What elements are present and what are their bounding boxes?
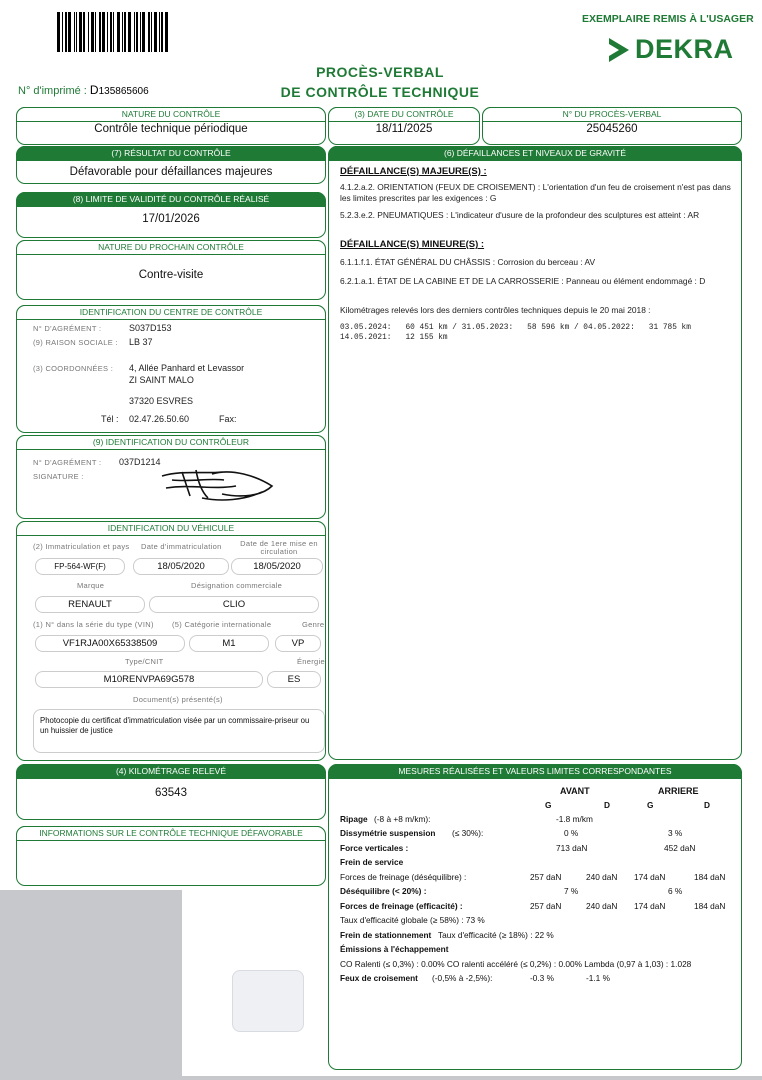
dekra-logo <box>607 34 734 65</box>
desequilibre-avant: 7 % <box>564 886 579 896</box>
copy-label: EXEMPLAIRE REMIS À L'USAGER <box>582 13 754 25</box>
avant-d-label: D <box>604 800 610 810</box>
forces-efficacite-label: Forces de freinage (efficacité) : <box>340 901 463 911</box>
center-coord-label: (3) COORDONNÉES : <box>33 364 114 373</box>
vehicle-designation-value: CLIO <box>149 596 319 613</box>
center-agrement-label: N° D'AGRÉMENT : <box>33 324 102 333</box>
control-nature-box <box>16 107 326 145</box>
mileage-header: (4) KILOMÉTRAGE RELEVÉ <box>16 764 326 779</box>
pv-number-box <box>482 107 742 145</box>
print-number-label: N° d'imprimé : <box>18 85 87 97</box>
ripage-limit: (-8 à +8 m/km): <box>374 814 431 824</box>
emissions-value: CO Ralenti (≤ 0,3%) : 0.00% CO ralenti accéléré (≤ 0,2%) : 0.00% Lambda (0,97 à 1,03) : 1.028 <box>340 959 692 969</box>
control-date-box <box>328 107 480 145</box>
minor-defect-item: 6.1.1.f.1. ÉTAT GÉNÉRAL DU CHÂSSIS : Corrosion du berceau : AV <box>340 257 596 267</box>
mileage-history-line: 14.05.2021: 12 155 km <box>340 334 448 342</box>
center-address-line1: 4, Allée Panhard et Levassor <box>129 363 245 373</box>
stamp-mark <box>232 970 304 1032</box>
dekra-logo-icon <box>607 36 631 64</box>
vehicle-documents-value: Photocopie du certificat d'immatriculation visée par un commissaire-priseur ou un huissier de justice <box>40 716 310 735</box>
print-number-value: 135865606 <box>98 86 149 97</box>
vehicle-documents-field <box>33 709 325 753</box>
desequilibre-arriere: 6 % <box>668 886 683 896</box>
measures-axle-header <box>340 786 740 798</box>
fd-avant-d: 240 daN <box>586 872 618 882</box>
ripage-value: -1.8 m/km <box>556 814 593 824</box>
validity-box <box>16 192 326 238</box>
force-verticale-avant: 713 daN <box>556 843 588 853</box>
vehicle-date-immat-label: Date d'immatriculation <box>141 542 222 551</box>
mileage-history-line: 03.05.2024: 60 451 km / 31.05.2023: 58 596 km / 04.05.2022: 31 785 km <box>340 324 691 332</box>
controller-signature-label: SIGNATURE : <box>33 472 84 481</box>
arriere-label: ARRIERE <box>658 786 699 796</box>
minor-defect-item: 6.2.1.a.1. ÉTAT DE LA CABINE ET DE LA CARROSSERIE : Panneau ou élément endommagé : D <box>340 276 706 286</box>
center-raison-label: (9) RAISON SOCIALE : <box>33 338 118 347</box>
minor-defects-title: DÉFAILLANCE(S) MINEURE(S) : <box>340 239 485 250</box>
pv-number-value: 25045260 <box>586 123 638 135</box>
emissions-row <box>340 959 740 971</box>
brand-name: DEKRA <box>635 34 734 64</box>
desequilibre-label: Déséquilibre (< 20%) : <box>340 886 427 896</box>
measures-header: MESURES RÉALISÉES ET VALEURS LIMITES CORRESPONDANTES <box>328 764 742 779</box>
major-defects-title: DÉFAILLANCE(S) MAJEURE(S) : <box>340 166 487 177</box>
frein-service-row <box>340 857 740 869</box>
dissymetrie-avant: 0 % <box>564 828 579 838</box>
dissymetrie-arriere: 3 % <box>668 828 683 838</box>
measures-side-header <box>340 800 740 812</box>
result-header: (7) RÉSULTAT DU CONTRÔLE <box>16 146 326 161</box>
next-control-value: Contre-visite <box>138 269 204 281</box>
force-verticale-arriere: 452 daN <box>664 843 696 853</box>
fd-avant-g: 257 daN <box>530 872 562 882</box>
background-shadow-bottom <box>182 1076 762 1080</box>
fe-avant-g: 257 daN <box>530 901 562 911</box>
major-defect-item: 5.2.3.e.2. PNEUMATIQUES : L'indicateur d'usure de la profondeur des sculptures est atteint : AR <box>340 210 700 220</box>
vehicle-genre-label: Genre <box>302 620 325 629</box>
fe-avant-d: 240 daN <box>586 901 618 911</box>
forces-efficacite-row <box>340 901 740 913</box>
mileage-value: 63543 <box>155 787 187 799</box>
center-raison-value: LB 37 <box>129 337 153 347</box>
unfavorable-header: INFORMATIONS SUR LE CONTRÔLE TECHNIQUE DÉFAVORABLE <box>16 826 326 841</box>
signature-image <box>152 462 282 504</box>
forces-desequilibre-row <box>340 872 740 884</box>
vehicle-genre-value: VP <box>275 635 321 652</box>
vehicle-designation-label: Désignation commerciale <box>191 581 283 590</box>
controller-header: (9) IDENTIFICATION DU CONTRÔLEUR <box>16 435 326 450</box>
desequilibre-row <box>340 886 740 898</box>
taux-global-row <box>340 915 740 927</box>
vehicle-type-value: M10RENVPA69G578 <box>35 671 263 688</box>
validity-header: (8) LIMITE DE VALIDITÉ DU CONTRÔLE RÉALISÉ <box>16 192 326 207</box>
major-defect-item: 4.1.2.a.2. ORIENTATION (FEUX DE CROISEMENT) : L'orientation d'un feu de croisement n'est pas dans les limites prescrites par les exigences : G <box>340 182 731 203</box>
fd-arriere-g: 174 daN <box>634 872 666 882</box>
defects-header: (6) DÉFAILLANCES ET NIVEAUX DE GRAVITÉ <box>328 146 742 161</box>
vehicle-immat-value: FP-564-WF(F) <box>35 558 125 575</box>
vehicle-box <box>16 521 326 761</box>
barcode <box>57 12 185 52</box>
center-address-line2: ZI SAINT MALO <box>129 375 194 385</box>
vehicle-date-first-label: Date de 1ere mise en circulation <box>240 539 318 556</box>
vehicle-energie-value: ES <box>267 671 321 688</box>
vehicle-documents-label: Document(s) présenté(s) <box>133 695 223 704</box>
center-header: IDENTIFICATION DU CENTRE DE CONTRÔLE <box>16 305 326 320</box>
vehicle-date-first-value: 18/05/2020 <box>231 558 323 575</box>
mileage-box <box>16 764 326 820</box>
result-box <box>16 146 326 184</box>
vehicle-date-immat-value: 18/05/2020 <box>133 558 229 575</box>
feux-croisement-d: -1.1 % <box>586 973 610 983</box>
emissions-label: Émissions à l'échappement <box>340 944 449 954</box>
control-nature-value: Contrôle technique périodique <box>94 123 248 135</box>
vehicle-energie-label: Énergie <box>297 657 325 666</box>
frein-service-label: Frein de service <box>340 857 404 867</box>
result-value: Défavorable pour défaillances majeures <box>69 166 273 178</box>
forces-desequilibre-label: Forces de freinage (déséquilibre) : <box>340 872 467 882</box>
pv-number-header: N° DU PROCÈS-VERBAL <box>482 107 742 122</box>
controller-agrement-value: 037D1214 <box>119 457 161 467</box>
ripage-row <box>340 814 740 826</box>
taux-global-value: Taux d'efficacité globale (≥ 58%) : 73 % <box>340 915 485 925</box>
ripage-label: Ripage <box>340 814 368 824</box>
avant-g-label: G <box>545 800 552 810</box>
next-control-box <box>16 240 326 300</box>
feux-croisement-label: Feux de croisement <box>340 973 418 983</box>
fe-arriere-g: 174 daN <box>634 901 666 911</box>
feux-croisement-row <box>340 973 740 985</box>
frein-stationnement-value: Taux d'efficacité (≥ 18%) : 22 % <box>438 930 554 940</box>
center-tel-label: Tél : <box>101 414 119 424</box>
dissymetrie-limit: (≤ 30%): <box>452 828 484 838</box>
control-date-value: 18/11/2025 <box>375 123 433 135</box>
center-fax-label: Fax: <box>219 414 237 424</box>
arriere-d-label: D <box>704 800 710 810</box>
fe-arriere-d: 184 daN <box>694 901 726 911</box>
validity-value: 17/01/2026 <box>142 213 200 225</box>
vehicle-immat-label: (2) Immatriculation et pays <box>33 542 130 551</box>
controller-box <box>16 435 326 519</box>
control-date-header: (3) DATE DU CONTRÔLE <box>328 107 480 122</box>
force-verticale-row <box>340 843 740 855</box>
emissions-title-row <box>340 944 740 956</box>
vehicle-categorie-label: (5) Catégorie internationale <box>172 620 272 629</box>
vehicle-type-label: Type/CNIT <box>125 657 164 666</box>
center-tel-value: 02.47.26.50.60 <box>129 414 190 424</box>
center-box <box>16 305 326 433</box>
vehicle-marque-label: Marque <box>77 581 105 590</box>
control-nature-header: NATURE DU CONTRÔLE <box>16 107 326 122</box>
page-title-line1: PROCÈS-VERBAL <box>316 64 444 80</box>
vehicle-marque-value: RENAULT <box>35 596 145 613</box>
vehicle-categorie-value: M1 <box>189 635 269 652</box>
frein-stationnement-row <box>340 930 740 942</box>
avant-label: AVANT <box>560 786 590 796</box>
dissymetrie-label: Dissymétrie suspension <box>340 828 436 838</box>
frein-stationnement-label: Frein de stationnement <box>340 930 432 940</box>
dissymetrie-row <box>340 828 740 840</box>
print-number <box>18 83 149 97</box>
arriere-g-label: G <box>647 800 654 810</box>
center-agrement-value: S037D153 <box>129 323 172 333</box>
force-verticale-label: Force verticales : <box>340 843 409 853</box>
print-number-prefix: D <box>89 83 99 97</box>
center-address-line3: 37320 ESVRES <box>129 396 194 406</box>
fd-arriere-d: 184 daN <box>694 872 726 882</box>
controller-agrement-label: N° D'AGRÉMENT : <box>33 458 102 467</box>
page-title-line2: DE CONTRÔLE TECHNIQUE <box>280 84 480 100</box>
mileage-history-title: Kilométrages relevés lors des derniers contrôles techniques depuis le 20 mai 2018 : <box>340 305 651 315</box>
vehicle-vin-value: VF1RJA00X65338509 <box>35 635 185 652</box>
vehicle-vin-label: (1) N° dans la série du type (VIN) <box>33 620 154 629</box>
vehicle-header: IDENTIFICATION DU VÉHICULE <box>16 521 326 536</box>
next-control-header: NATURE DU PROCHAIN CONTRÔLE <box>16 240 326 255</box>
feux-croisement-limit: (-0,5% à -2,5%): <box>432 973 493 983</box>
feux-croisement-g: -0.3 % <box>530 973 554 983</box>
unfavorable-box <box>16 826 326 886</box>
